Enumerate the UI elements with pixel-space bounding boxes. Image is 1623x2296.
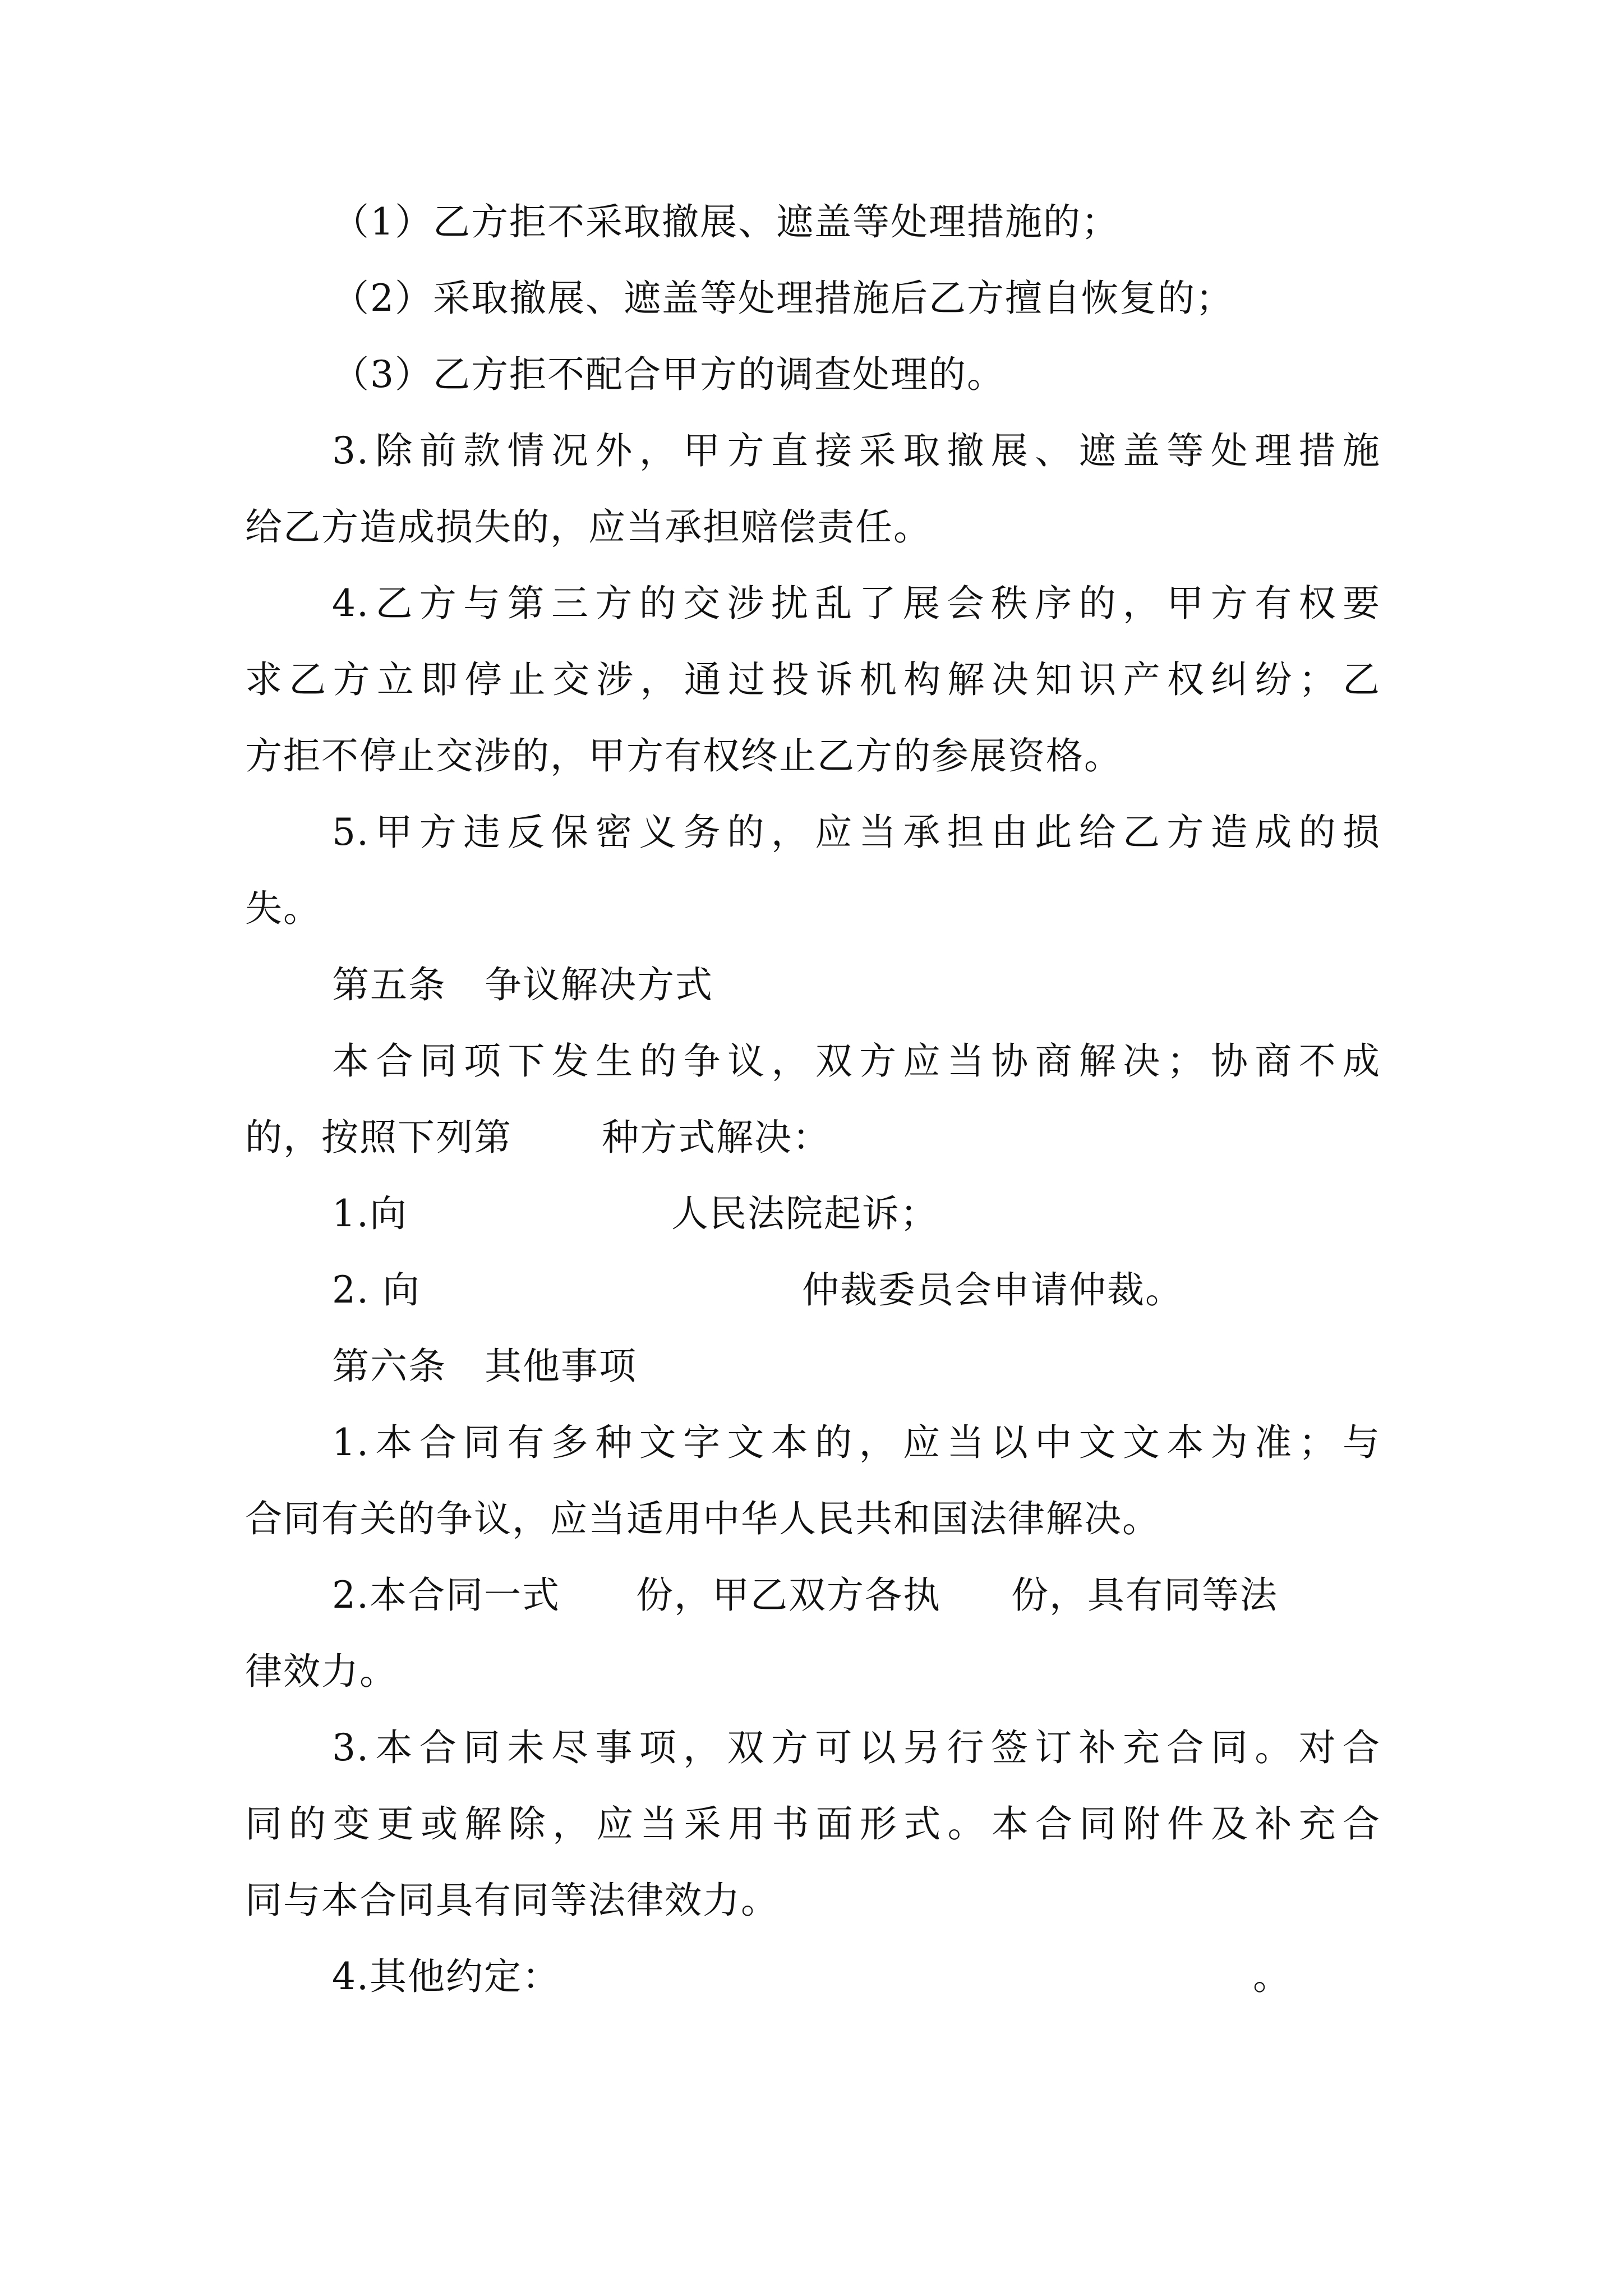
clause-item-3: （3）乙方拒不配合甲方的调查处理的。 [332, 353, 1005, 396]
article-6-item-3-line-1: 3.本合同未尽事项，双方可以另行签订补充合同。对合 [332, 1726, 1381, 1769]
article-6-heading: 第六条 其他事项 [332, 1345, 637, 1388]
article-6-item-3-line-2: 同的变更或解除，应当采用书面形式。本合同附件及补充合 [245, 1802, 1381, 1846]
option-arbitration-prefix: 2. 向 [332, 1268, 421, 1312]
article-6-item-2-line-1 [332, 1570, 1278, 1621]
article-5-paragraph-line-1: 本合同项下发生的争议，双方应当协商解决；协商不成 [332, 1039, 1381, 1083]
copies-middle: 份，甲乙双方各执 [635, 1573, 941, 1617]
article-6-item-4 [332, 1952, 1291, 2002]
paragraph-5-line-1: 5.甲方违反保密义务的，应当承担由此给乙方造成的损 [332, 811, 1381, 854]
clause-item-2: （2）采取撤展、遮盖等处理措施后乙方擅自恢复的； [332, 277, 1234, 320]
copies-prefix: 2.本合同一式 [332, 1573, 560, 1617]
option-court-prefix: 1.向 [332, 1192, 408, 1235]
article-5-heading: 第五条 争议解决方式 [332, 963, 713, 1006]
clause-item-1: （1）乙方拒不采取撤展、遮盖等处理措施的； [332, 200, 1119, 243]
article-5-paragraph-line-2 [245, 1112, 831, 1163]
option-court-suffix: 人民法院起诉； [671, 1192, 938, 1235]
choice-suffix: 种方式解决： [602, 1116, 831, 1159]
paragraph-5-line-2: 失。 [245, 887, 321, 930]
other-terms-end: 。 [1252, 1955, 1291, 1998]
other-terms-label: 4.其他约定： [332, 1955, 560, 1998]
choice-prefix: 的，按照下列第 [245, 1116, 512, 1159]
article-6-item-3-line-3: 同与本合同具有同等法律效力。 [245, 1879, 779, 1922]
article-6-item-2-line-2: 律效力。 [245, 1650, 398, 1693]
option-arbitration-suffix: 仲裁委员会申请仲裁。 [801, 1268, 1183, 1312]
copies-suffix: 份，具有同等法 [1011, 1573, 1278, 1617]
option-court [332, 1189, 938, 1239]
paragraph-3-line-2: 给乙方造成损失的，应当承担赔偿责任。 [245, 505, 932, 549]
article-6-item-1-line-2: 合同有关的争议，应当适用中华人民共和国法律解决。 [245, 1497, 1160, 1540]
paragraph-4-line-2: 求乙方立即停止交涉，通过投诉机构解决知识产权纠纷；乙 [245, 658, 1381, 701]
option-arbitration [332, 1265, 1183, 1315]
paragraph-4-line-3: 方拒不停止交涉的，甲方有权终止乙方的参展资格。 [245, 734, 1122, 777]
paragraph-3-line-1: 3.除前款情况外，甲方直接采取撤展、遮盖等处理措施 [332, 429, 1381, 472]
paragraph-4-line-1: 4.乙方与第三方的交涉扰乱了展会秩序的，甲方有权要 [332, 582, 1381, 625]
article-6-item-1-line-1: 1.本合同有多种文字文本的，应当以中文文本为准；与 [332, 1421, 1381, 1464]
